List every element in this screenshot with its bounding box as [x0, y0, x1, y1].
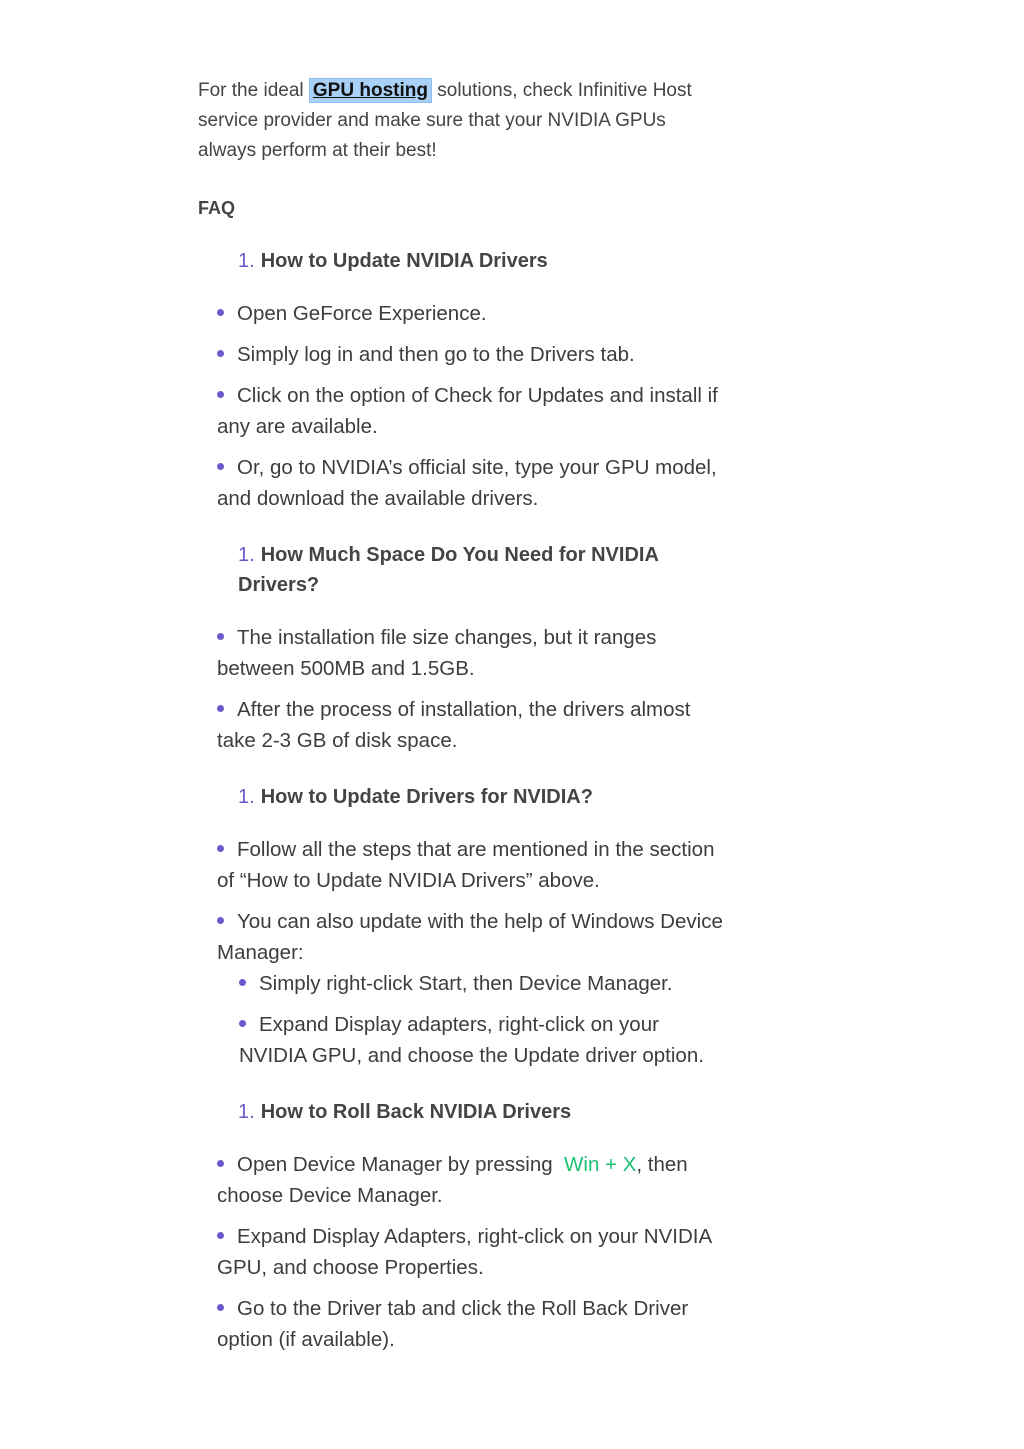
list-item-text: Expand Display Adapters, right-click on your NVIDIA GPU, and choose Properties.	[217, 1225, 711, 1279]
intro-text-after: solutions, check Infinitive Host service provider and make sure that your NVIDIA GPUs always perform at their best!	[198, 80, 692, 161]
bullet-icon	[239, 1020, 246, 1027]
bullet-icon	[217, 1232, 224, 1239]
list-item	[217, 339, 728, 370]
list-item-text: , then choose Device Manager.	[217, 1153, 688, 1207]
list-item-text: Or, go to NVIDIA’s official site, type your GPU model, and download the available drivers.	[217, 456, 717, 510]
keyboard-shortcut: Win + X	[564, 1153, 637, 1176]
list-item-text: Simply log in and then go to the Drivers tab.	[237, 343, 635, 366]
faq-answer-list	[217, 622, 728, 756]
list-item-text: Click on the option of Check for Updates and install if any are available.	[217, 384, 718, 438]
list-item	[217, 452, 728, 514]
bullet-icon	[217, 917, 224, 924]
faq-question-text: How Much Space Do You Need for NVIDIA Drivers?	[238, 544, 659, 596]
bullet-icon	[217, 309, 224, 316]
list-item	[217, 1149, 728, 1211]
faq-section-driver-space	[198, 540, 728, 756]
faq-section-roll-back	[198, 1097, 728, 1355]
faq-number: 1.	[238, 786, 255, 808]
faq-question	[238, 1097, 728, 1127]
bullet-icon	[217, 350, 224, 357]
list-item-text: Open Device Manager by pressing	[237, 1153, 553, 1176]
list-item-text: Open GeForce Experience.	[237, 302, 487, 325]
bullet-icon	[217, 463, 224, 470]
faq-label: FAQ	[198, 198, 236, 218]
faq-answer-list	[217, 298, 728, 514]
faq-answer-list	[217, 1149, 728, 1355]
faq-number: 1.	[238, 250, 255, 272]
sub-list-item	[239, 1009, 728, 1071]
intro-paragraph	[198, 76, 728, 166]
faq-number: 1.	[238, 1101, 255, 1123]
list-item	[217, 906, 728, 1071]
list-item-text: Go to the Driver tab and click the Roll Back Driver option (if available).	[217, 1297, 689, 1351]
list-item	[217, 1293, 728, 1355]
sub-list-item	[239, 968, 728, 999]
faq-question	[238, 246, 728, 276]
bullet-icon	[217, 705, 224, 712]
faq-question-text: How to Roll Back NVIDIA Drivers	[260, 1101, 572, 1123]
bullet-icon	[239, 979, 246, 986]
bullet-icon	[217, 633, 224, 640]
faq-question	[238, 782, 728, 812]
sub-list	[239, 968, 728, 1071]
faq-section-update-drivers-nvidia	[198, 782, 728, 1071]
intro-text-before: For the ideal	[198, 80, 304, 101]
faq-question-text: How to Update Drivers for NVIDIA?	[260, 786, 593, 808]
list-item	[217, 1221, 728, 1283]
list-item	[217, 834, 728, 896]
gpu-hosting-link[interactable]: GPU hosting	[309, 78, 432, 103]
list-item-text: Expand Display adapters, right-click on your NVIDIA GPU, and choose the Update driver option.	[239, 1013, 704, 1067]
faq-question	[238, 540, 728, 600]
list-item-text: You can also update with the help of Windows Device Manager:	[217, 910, 723, 964]
faq-answer-list	[217, 834, 728, 1071]
list-item-text: The installation file size changes, but it ranges between 500MB and 1.5GB.	[217, 626, 657, 680]
list-item-text: After the process of installation, the drivers almost take 2-3 GB of disk space.	[217, 698, 691, 752]
bullet-icon	[217, 1160, 224, 1167]
list-item	[217, 298, 728, 329]
bullet-icon	[217, 1304, 224, 1311]
faq-section-update-drivers	[198, 246, 728, 514]
bullet-icon	[217, 845, 224, 852]
list-item	[217, 622, 728, 684]
list-item	[217, 694, 728, 756]
list-item-text: Follow all the steps that are mentioned in the section of “How to Update NVIDIA Drivers” above.	[217, 838, 715, 892]
faq-number: 1.	[238, 544, 255, 566]
list-item-text: Simply right-click Start, then Device Manager.	[259, 972, 673, 995]
list-item	[217, 380, 728, 442]
faq-question-text: How to Update NVIDIA Drivers	[260, 250, 548, 272]
bullet-icon	[217, 391, 224, 398]
article-content	[198, 76, 728, 1381]
